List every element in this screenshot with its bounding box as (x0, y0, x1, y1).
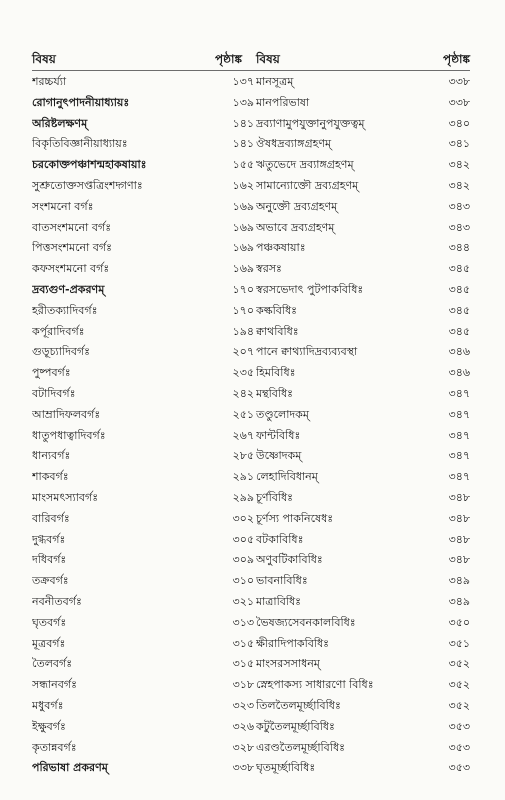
toc-row (32, 301, 470, 322)
left-entry-title: বাতসংশমনো বর্গঃ (32, 220, 112, 234)
left-entry-title: মধুবর্গঃ (32, 698, 64, 712)
left-entry-title: দ্রব্যগুণ-প্রকরণম্ (32, 282, 105, 296)
right-entry-title: স্বরসঃ (256, 262, 282, 276)
right-entry-title: কটুতৈলমূর্চ্ছাবিধিঃ (256, 719, 335, 733)
right-entry-title: অভাবে দ্রব্যগ্রহণম্ (256, 220, 335, 234)
right-entry-page: ৩৪৫ (448, 262, 470, 276)
toc-row (32, 446, 470, 467)
right-entry-page: ৩৪৫ (448, 282, 470, 296)
right-entry-title: ভাবনাবিধিঃ (256, 574, 308, 588)
left-entry-title: আম্রাদিফলবর্গঃ (32, 407, 101, 421)
right-entry-page: ৩৫২ (448, 657, 470, 671)
right-entry-title: ভৈষজ্যসেবনকালবিধিঃ (256, 615, 356, 629)
left-entry-title: তক্রবর্গঃ (32, 574, 69, 588)
right-entry-title: তিলতৈলমূর্চ্ছাবিধিঃ (256, 698, 341, 712)
toc-row (32, 571, 470, 592)
toc-header (32, 50, 470, 68)
left-entry-title: পুষ্পবর্গঃ (32, 366, 71, 380)
toc-row (32, 509, 470, 530)
left-entry-title: চরকোক্তপঞ্চাশন্মহাকষায়াঃ (32, 158, 147, 172)
right-entry-title: অণুবটিকাবিধিঃ (256, 553, 323, 567)
right-entry-page: ৩৪৭ (448, 470, 470, 484)
left-entry-title: বারিবর্গঃ (32, 511, 70, 525)
right-entry-title: পানে ক্বাথ্যাদিদ্রব্যব্যবস্থা (256, 345, 358, 359)
left-entry-title: তৈলবর্গঃ (32, 657, 73, 671)
right-entry-title: মানসূত্রম্ (256, 75, 294, 88)
left-entry-page: ২৮৫ (232, 449, 254, 463)
left-entry-page: ১৬২ (232, 178, 254, 192)
left-entry-page: ৩১০ (232, 574, 254, 588)
left-entry-page: ৩০৯ (232, 553, 254, 567)
right-entry-page: ৩৫২ (448, 698, 470, 712)
right-entry-page: ৩৪০ (448, 116, 470, 130)
right-entry-title: দ্রব্যাণামুপযুক্তানুপযুক্তত্বম্ (256, 116, 365, 130)
left-entry-page: ৩১৮ (232, 678, 254, 692)
toc-row (32, 238, 470, 259)
left-entry-title: ঘৃতবর্গঃ (32, 615, 67, 629)
toc-row (32, 176, 470, 197)
toc-row (32, 758, 470, 779)
left-entry-title: শরচ্চর্য্যা (32, 75, 67, 88)
right-entry-page: ৩৪৮ (448, 553, 470, 567)
left-entry-title: নবনীতবর্গঃ (32, 594, 82, 608)
right-entry-title: ক্বাথবিধিঃ (256, 324, 299, 338)
right-entry-title: অনুক্তৌ দ্রব্যগ্রহণম্ (256, 199, 338, 213)
right-entry-page: ৩৪৮ (448, 532, 470, 546)
left-entry-title: পিত্তসংশমনো বর্গঃ (32, 241, 112, 255)
right-entry-title: চূর্ণস্য পাকনিষেধঃ (256, 511, 334, 525)
left-entry-page: ২৪২ (232, 386, 254, 400)
left-entry-page: ৩০২ (232, 511, 254, 525)
left-entry-page: ১৬৯ (232, 262, 254, 276)
right-entry-title: উষ্ণোদকম্ (256, 449, 302, 463)
left-entry-page: ৩১৫ (232, 636, 254, 650)
right-entry-title: হিমবিধিঃ (256, 366, 296, 380)
left-entry-page: ১৯৪ (232, 324, 254, 338)
left-entry-title: গুড়ূচ্যাদিবর্গঃ (32, 345, 91, 359)
right-entry-title: মানপরিভাষা (256, 95, 310, 109)
toc-row (32, 654, 470, 675)
left-entry-page: ১৪১ (232, 116, 254, 130)
left-entry-title: পরিভাষা প্রকরণম্ (32, 761, 108, 775)
right-entry-title: তণ্ডুলোদকম্ (256, 407, 309, 421)
right-entry-title: স্বরসভেদাৎ পুটপাকবিধিঃ (256, 282, 364, 296)
left-entry-title: সংশমনো বর্গঃ (32, 199, 94, 213)
left-entry-page: ১৩৭ (232, 75, 254, 88)
right-entry-page: ৩৫২ (448, 678, 470, 692)
right-entry-title: মাত্রাবিধিঃ (256, 594, 302, 608)
toc-row (32, 259, 470, 280)
toc-row (32, 134, 470, 155)
right-entry-title: স্নেহপাকস্য সাধারণো বিধিঃ (256, 678, 374, 692)
toc-row (32, 363, 470, 384)
toc-row (32, 675, 470, 696)
right-entry-page: ৩৪১ (448, 137, 470, 151)
toc-row (32, 155, 470, 176)
right-entry-page: ৩৩৮ (448, 95, 470, 109)
left-entry-page: ৩২৬ (232, 719, 254, 733)
toc-row (32, 592, 470, 613)
toc-row (32, 467, 470, 488)
toc-row (32, 114, 470, 135)
right-entry-page: ৩৪৩ (448, 199, 470, 213)
left-entry-page: ২৩৫ (232, 366, 254, 380)
left-entry-title: হরীতক্যাদিবর্গঃ (32, 303, 98, 317)
left-entry-title: দুগ্ধবর্গঃ (32, 532, 66, 546)
right-entry-page: ৩৫১ (448, 636, 470, 650)
table-of-contents (32, 72, 470, 779)
right-entry-page: ৩৪৬ (448, 366, 470, 380)
left-entry-page: ১৭০ (232, 303, 254, 317)
toc-row (32, 550, 470, 571)
toc-row (32, 634, 470, 655)
left-entry-page: ৩১৩ (232, 615, 254, 629)
right-entry-page: ৩৪৪ (448, 241, 470, 255)
toc-row (32, 405, 470, 426)
right-page-header: পৃষ্ঠাঙ্ক (443, 52, 470, 66)
left-entry-page: ১৪১ (232, 137, 254, 151)
left-page-header: পৃষ্ঠাঙ্ক (215, 52, 242, 66)
left-entry-page: ১৬৯ (232, 241, 254, 255)
right-entry-page: ৩৪৩ (448, 220, 470, 234)
right-entry-page: ৩৪২ (448, 178, 470, 192)
right-entry-page: ৩৫৩ (448, 740, 470, 754)
toc-row (32, 280, 470, 301)
toc-row (32, 738, 470, 759)
left-entry-page: ১৬৯ (232, 199, 254, 213)
left-entry-title: রোগানুৎপাদনীয়াধ্যায়ঃ (32, 95, 130, 109)
left-entry-title: বিকৃতিবিজ্ঞানীয়াধ্যায়ঃ (32, 137, 128, 151)
right-entry-page: ৩৪৫ (448, 303, 470, 317)
header-divider (32, 70, 470, 71)
right-entry-page: ৩৫০ (448, 615, 470, 629)
left-entry-title: কফসংশমনো বর্গঃ (32, 262, 110, 276)
right-entry-page: ৩৪৭ (448, 407, 470, 421)
left-entry-page: ২৬৭ (232, 428, 254, 442)
right-entry-title: লেহাদিবিধানম্ (256, 470, 318, 484)
toc-row (32, 613, 470, 634)
toc-row (32, 197, 470, 218)
left-entry-page: ১৩৯ (232, 95, 254, 109)
toc-row (32, 218, 470, 239)
right-entry-title: ঘৃতমূর্চ্ছাবিধিঃ (256, 761, 316, 775)
toc-row (32, 717, 470, 738)
right-entry-title: পঞ্চকষায়াঃ (256, 241, 306, 255)
right-entry-page: ৩৫৩ (448, 761, 470, 775)
right-entry-title: সামান্যোক্তৌ দ্রব্যগ্রহণম্ (256, 178, 359, 192)
right-subject-header: বিষয় (256, 52, 280, 66)
right-entry-title: ঋতুভেদে দ্রব্যাঙ্গগ্রহণম্ (256, 158, 354, 172)
left-entry-page: ১৭০ (232, 282, 254, 296)
left-entry-page: ১৫৫ (232, 158, 254, 172)
right-entry-page: ৩৪৭ (448, 428, 470, 442)
left-subject-header: বিষয় (32, 52, 56, 66)
right-entry-title: ফান্টবিধিঃ (256, 428, 301, 442)
right-entry-title: বটকাবিধিঃ (256, 532, 304, 546)
left-entry-title: সন্ধানবর্গঃ (32, 678, 77, 692)
left-entry-page: ৩০৫ (232, 532, 254, 546)
left-entry-page: ৩১৫ (232, 657, 254, 671)
toc-row (32, 426, 470, 447)
left-entry-page: ২৯১ (232, 470, 254, 484)
toc-row (32, 72, 470, 93)
right-entry-page: ৩৪৭ (448, 449, 470, 463)
left-entry-page: ৩২১ (232, 594, 254, 608)
right-entry-title: মন্থবিধিঃ (256, 386, 294, 400)
toc-row (32, 93, 470, 114)
right-entry-page: ৩৪৫ (448, 324, 470, 338)
left-entry-title: কর্পূরাদিবর্গঃ (32, 324, 85, 338)
toc-row (32, 696, 470, 717)
left-entry-title: সুশ্রুতোক্তসপ্তত্রিংশদ্গণাঃ (32, 178, 143, 192)
toc-row (32, 322, 470, 343)
right-entry-page: ৩৪৬ (448, 345, 470, 359)
left-entry-page: ১৬৯ (232, 220, 254, 234)
left-entry-title: মূত্রবর্গঃ (32, 636, 66, 650)
left-entry-page: ২৯৯ (232, 490, 254, 504)
left-entry-title: ধান্যবর্গঃ (32, 449, 71, 463)
toc-row (32, 342, 470, 363)
left-entry-page: ৩২৩ (232, 698, 254, 712)
right-entry-page: ৩৪৮ (448, 511, 470, 525)
right-entry-page: ৩৪৮ (448, 490, 470, 504)
left-entry-title: অরিষ্টলক্ষণম্ (32, 116, 88, 130)
right-entry-page: ৩৪৭ (448, 386, 470, 400)
right-entry-title: ঔষধদ্রব্যাঙ্গগ্রহণম্ (256, 137, 332, 151)
right-entry-title: কল্কবিধিঃ (256, 303, 298, 317)
right-entry-title: মাংসরসসাধনম্ (256, 657, 320, 671)
left-entry-page: ২৫১ (232, 407, 254, 421)
toc-row (32, 488, 470, 509)
left-entry-title: কৃতান্নবর্গঃ (32, 740, 77, 754)
toc-row (32, 384, 470, 405)
right-entry-page: ৩৩৮ (448, 75, 470, 88)
right-entry-page: ৩৪২ (448, 158, 470, 172)
left-entry-title: মাংসমৎস্যাবর্গঃ (32, 490, 99, 504)
left-entry-page: ২০৭ (232, 345, 254, 359)
right-entry-title: ক্ষীরাদিপাকবিধিঃ (256, 636, 330, 650)
right-entry-title: এরণ্ডতৈলমূর্চ্ছাবিধিঃ (256, 740, 345, 754)
left-entry-title: দধিবর্গঃ (32, 553, 67, 567)
right-entry-title: চূর্ণবিধিঃ (256, 490, 294, 504)
left-entry-page: ৩৩৮ (232, 761, 254, 775)
right-entry-page: ৩৪৯ (448, 574, 470, 588)
left-entry-title: ধাতুপধাত্বাদিবর্গঃ (32, 428, 106, 442)
left-entry-title: ইক্ষুবর্গঃ (32, 719, 66, 733)
toc-row (32, 530, 470, 551)
left-entry-page: ৩২৮ (232, 740, 254, 754)
right-entry-page: ৩৪৯ (448, 594, 470, 608)
left-entry-title: শাকবর্গঃ (32, 470, 69, 484)
left-entry-title: বটাদিবর্গঃ (32, 386, 76, 400)
right-entry-page: ৩৫৩ (448, 719, 470, 733)
